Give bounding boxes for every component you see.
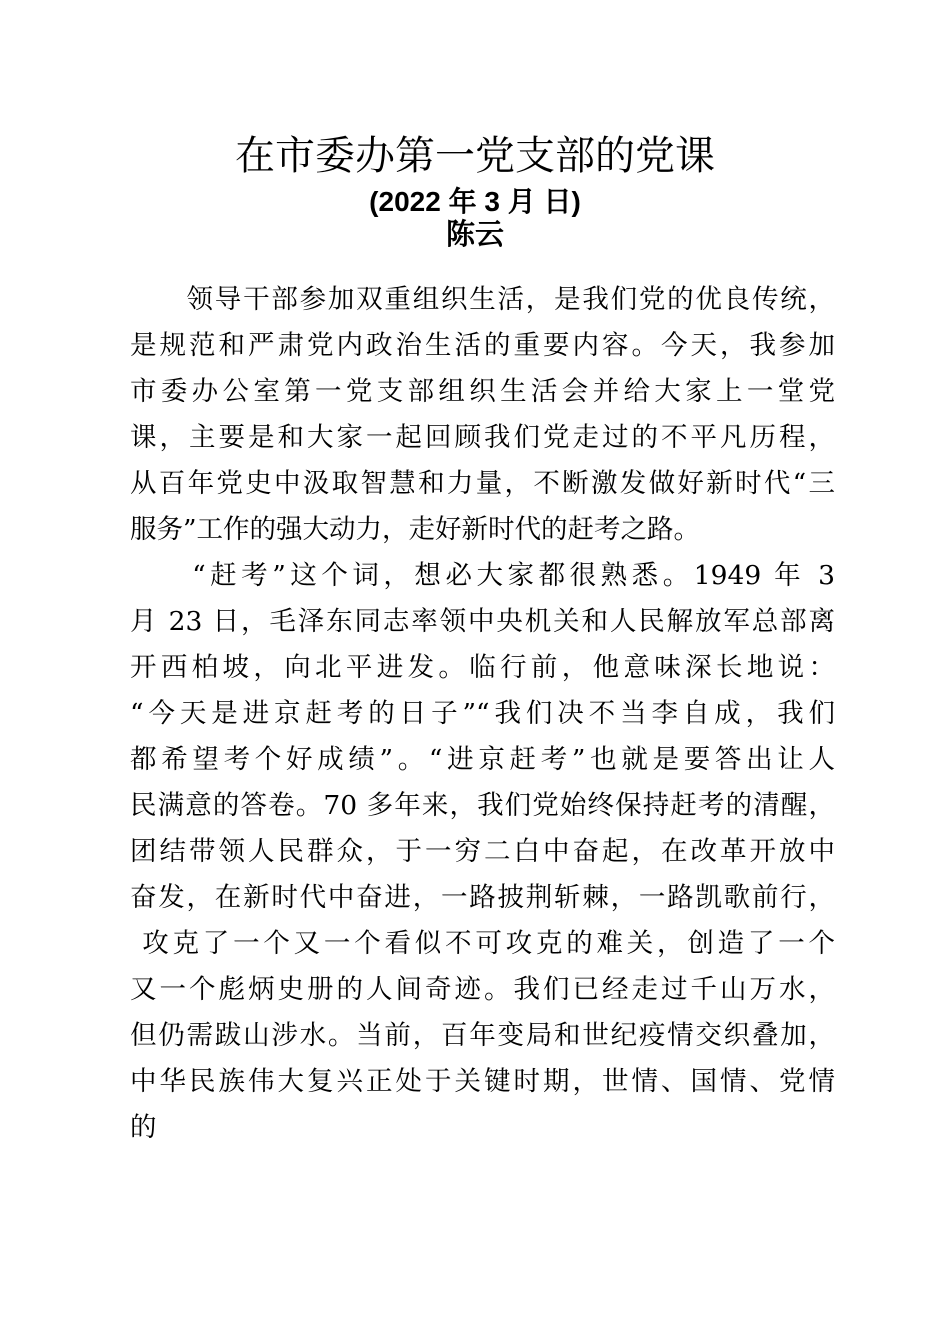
text-line: 领导干部参加双重组织生活，是我们党的优良传统， <box>130 284 835 315</box>
text-line: 又一个彪炳史册的人间奇迹。我们已经走过千山万水， <box>130 974 835 1005</box>
text-line: 奋发，在新时代中奋进，一路披荆斩棘，一路凯歌前行， <box>130 882 835 913</box>
text-line: 从百年党史中汲取智慧和力量，不断激发做好新时代“三 <box>130 468 835 499</box>
text-line: “今天是进京赶考的日子”“我们决不当李自成，我们 <box>130 698 835 729</box>
text-line: 开西柏坡，向北平进发。临行前，他意味深长地说： <box>130 652 835 683</box>
text-line: “赶考”这个词，想必大家都很熟悉。1949 年 3 <box>130 560 835 591</box>
text-line: 攻克了一个又一个看似不可攻克的难关，创造了一个 <box>130 928 835 959</box>
paragraph-1 <box>130 277 835 553</box>
page-title: 在市委办第一党支部的党课 <box>235 133 715 179</box>
text-line: 服务”工作的强大动力，走好新时代的赶考之路。 <box>130 514 701 545</box>
text-line: 但仍需跋山涉水。当前，百年变局和世纪疫情交织叠加， <box>130 1020 835 1051</box>
text-line: 都希望考个好成绩”。“进京赶考”也就是要答出让人 <box>130 744 835 775</box>
text-line: 的 <box>130 1112 157 1143</box>
paragraph-2 <box>130 553 835 1151</box>
text-line: 月 23 日，毛泽东同志率领中央机关和人民解放军总部离 <box>130 606 835 637</box>
body-text <box>130 277 835 1151</box>
author-name: 陈云 <box>445 217 504 251</box>
date-line: (2022 年 3 月 日) <box>369 186 581 217</box>
text-line: 中华民族伟大复兴正处于关键时期，世情、国情、党情 <box>130 1066 835 1097</box>
text-line: 市委办公室第一党支部组织生活会并给大家上一堂党 <box>130 376 835 407</box>
text-line: 民满意的答卷。70 多年来，我们党始终保持赶考的清醒， <box>130 790 835 821</box>
text-line: 课，主要是和大家一起回顾我们党走过的不平凡历程， <box>130 422 835 453</box>
text-line: 是规范和严肃党内政治生活的重要内容。今天，我参加 <box>130 330 835 361</box>
text-line: 团结带领人民群众，于一穷二白中奋起，在改革开放中 <box>130 836 835 867</box>
